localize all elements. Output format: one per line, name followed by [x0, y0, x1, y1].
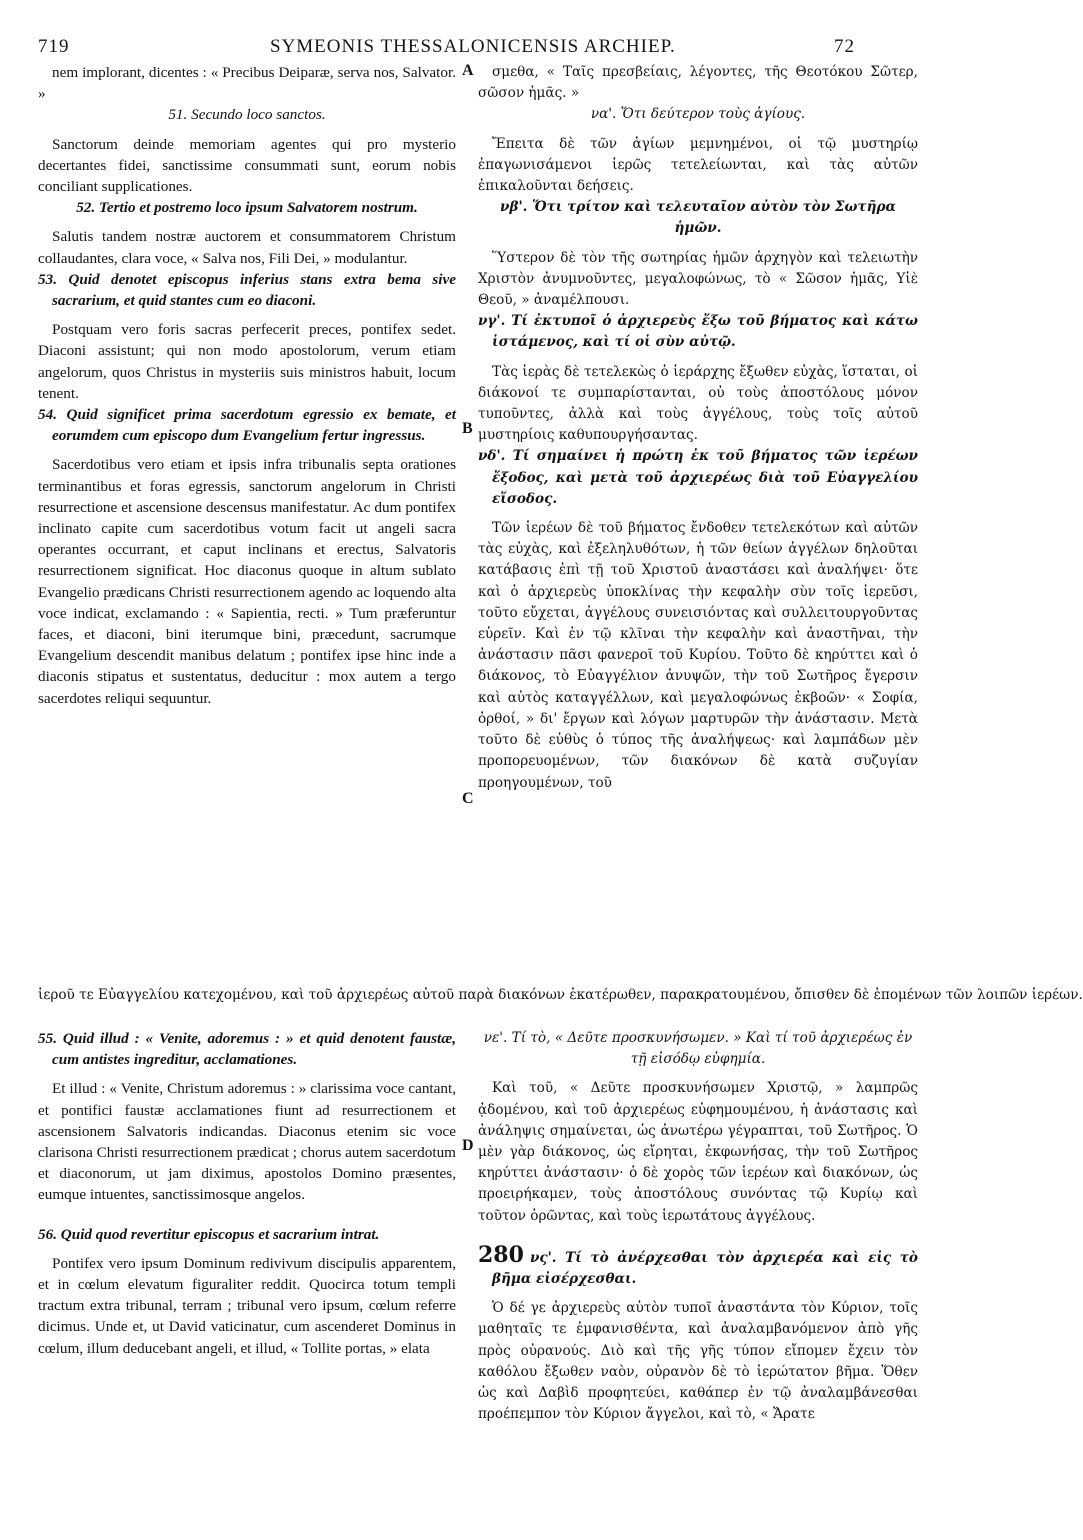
text: Ἔπειτα δὲ τῶν ἁγίων μεμνημένοι, οἱ τῷ μυστηρίῳ ἐπαγωνισάμενοι ἱερῶς τετελείωνται, καὶ τὰς αὐτῶν ἐπικαλοῦνται δεήσεις.: [478, 135, 918, 195]
section-heading: [478, 446, 918, 510]
margin-letter-a: A: [462, 62, 474, 79]
text: Sacerdotibus vero etiam et ipsis infra tribunalis septa orationes terminantibus et foras egressis, sanctorum angelorum in Christi resurrectione et ascensione descensus manifestatur. Ac dum pontifex inclinato capite cum sacerdotibus votum facit ut angeli sacra operantes occurrant, et caput inclinans et erectus, Salvatoris resurrectionem significat. Hoc diaconus quoque in altum sublato Evangelio prædicans Christi resurrectionem agendo ac loquendo alta voce indicat, exclamando : « Sapientia, recti. » Tum præferuntur faces, et diaconi, bini iterumque bini, præcedunt, sacrumque Evangelium descendit manibus delatum ; pontifex ipse hinc inde a diaconis stipatus et sustentatus, deducitur : mox autem a tergo sacerdotes reliqui sequuntur.: [38, 456, 456, 707]
text: 51. Secundo loco sanctos.: [168, 106, 326, 124]
section-heading: [478, 104, 918, 125]
section-heading: [478, 1028, 918, 1070]
text: Ὁ δέ γε ἀρχιερεὺς αὐτὸν τυποῖ ἀναστάντα τὸν Κύριον, τοῖς μαθηταῖς τε ἐμφανισθέντα, καὶ ἀναλαμβανόμενον ἀπὸ γῆς πρὸς οὐρανούς. Διὸ καὶ τῆς γῆς τύπον εἴπομεν ἔχειν τὸν καθόλου ἔξωθεν ναὸν, οὐρανὸν δὲ τὸ ἱερώτατον βῆμα. Ὅθεν ὡς καὶ Δαβὶδ προφητεύει, καθάπερ ἐν τῷ ἀναλαμβάνεσθαι προέπεμπον τὸν Κύριον ἄγγελοι, καὶ τὸ, « Ἄρατε: [478, 1300, 918, 1423]
text: 56. Quid quod revertitur episcopus et sacrarium intrat.: [38, 1225, 380, 1243]
section-heading: [38, 404, 456, 446]
text: Postquam vero foris sacras perfecerit preces, pontifex sedet. Diaconi assistunt; qui non modo apostolorum, verum etiam angelorum, quos Christus in mysteriis suis ministros habuit, locum tenent.: [38, 321, 456, 402]
greek-column-lower: [478, 1028, 918, 1425]
text: νς'. Τί τὸ ἀνέρχεσθαι τὸν ἀρχιερέα καὶ εἰς τὸ βῆμα εἰσέρχεσθαι.: [492, 1249, 918, 1288]
text: 53. Quid denotet episcopus inferius stans extra bema sive sacrarium, et quid stantes cum eo diaconi.: [38, 270, 456, 310]
spacer: [478, 126, 918, 134]
paragraph: [478, 62, 918, 104]
latin-column-upper: [38, 62, 456, 709]
text: Sanctorum deinde memoriam agentes qui pro mysterio decertantes fidei, sanctissime consummati sunt, eorum nobis conciliant supplicationes.: [38, 135, 456, 196]
paragraph: [478, 1078, 918, 1226]
margin-letter-c: C: [462, 790, 474, 807]
latin-column-lower: [38, 1028, 456, 1359]
spacer: [38, 1070, 456, 1078]
text: 55. Quid illud : « Venite, adoremus : » et quid denotent faustæ, cum antistes ingreditur, acclamationes.: [38, 1030, 456, 1069]
spacer: [478, 1227, 918, 1245]
paragraph: [38, 454, 456, 708]
section-heading: [478, 197, 918, 239]
spacer: [478, 510, 918, 518]
spacer: [38, 311, 456, 319]
text: Τὰς ἱερὰς δὲ τετελεκὼς ὁ ἱεράρχης ἔξωθεν εὐχὰς, ἵσταται, οἱ διάκονοί τε συμπαρίστανται, οὐ τοὺς ἀποστόλους μόνον τυποῦντες, ἀλλὰ καὶ τοὺς ἀγγέλους, τοὺς τοῖς αὐτοῦ μυστηρίοις καθυπουργήσαντας.: [478, 363, 918, 444]
paragraph: [478, 134, 918, 198]
section-heading: [38, 1224, 456, 1245]
spacer: [38, 446, 456, 454]
section-heading: [38, 1028, 456, 1070]
section-heading: [38, 269, 456, 311]
text: νγ'. Τί ἐκτυποῖ ὁ ἀρχιερεὺς ἔξω τοῦ βήματος καὶ κάτω ἱστάμενος, καὶ τί οἱ σὺν αὐτῷ.: [478, 313, 918, 351]
text: 52. Tertio et postremo loco ipsum Salvatorem nostrum.: [76, 199, 418, 217]
section-heading: [38, 197, 456, 218]
paragraph: [478, 248, 918, 312]
paragraph: [38, 319, 456, 404]
spacer: [38, 1245, 456, 1253]
spacer: [38, 126, 456, 134]
text: Salutis tandem nostræ auctorem et consummatorem Christum collaudantes, clara voce, « Salva nos, Fili Dei, » modulantur.: [38, 228, 456, 267]
text: νδ'. Τί σημαίνει ἡ πρώτη ἐκ τοῦ βήματος τῶν ἱερέων ἔξοδος, καὶ μετὰ τοῦ ἀρχιερέως διὰ τοῦ Εὐαγγελίου εἴσοδος.: [478, 448, 918, 507]
page-number-left: 719: [38, 36, 70, 57]
text: nem implorant, dicentes : « Precibus Deiparæ, serva nos, Salvator. »: [38, 64, 456, 103]
paragraph: [38, 1253, 456, 1359]
spacer: [478, 354, 918, 362]
page-number-right: 72: [834, 36, 855, 57]
text: Τῶν ἱερέων δὲ τοῦ βήματος ἔνδοθεν τετελεκότων καὶ αὐτῶν τὰς εὐχὰς, καὶ ἐξεληλυθότων, ἡ τῶν θείων ἀγγέλων δηλοῦται κατάβασις ἐπὶ τῇ τοῦ Χριστοῦ ἀναστάσει καὶ ἀναλήψει· ὅτε καὶ ὁ ἀρχιερεὺς ὑποκλίνας τὴν κεφαλὴν σὺν τοῖς ἱερεῦσι, τοῦτο εὔχεται, ἀγγέλους συνεισιόντας καὶ συλλειτουργοῦντας εὑρεῖν. Καὶ ἐν τῷ κλῖναι τὴν κεφαλὴν καὶ ἀναστῆναι, τὴν ἀνάστασιν πᾶσι φανεροῖ τοῦ Κυρίου. Τοῦτο δὲ κηρύττει καὶ ὁ διάκονος, τὸ Εὐαγγέλιον ἀνυψῶν, τὴν τοῦ Σωτῆρος ἔγερσιν καὶ αὐτὸς καταγγέλλων, καὶ μεγαλοφώνως ἐκβοῶν· « Σοφία, ὀρθοί, » δι' ἔργων καὶ λόγων μαρτυρῶν τὴν ἀνάστασιν. Μετὰ τοῦτο δὲ εὐθὺς ὁ τύπος τῆς ἀναλήψεως· καὶ λαμπάδων μὲν προπορευομένων, τῶν διακόνων δὲ κατὰ συζυγίαν προηγουμένων, τοῦ: [478, 520, 918, 791]
text: να'. Ὅτι δεύτερον τοὺς ἁγίους.: [590, 106, 806, 123]
paragraph: [478, 1298, 918, 1425]
greek-column-upper: [478, 62, 918, 794]
paragraph: [38, 1078, 456, 1205]
paragraph: [38, 134, 456, 198]
spacer: [38, 1206, 456, 1224]
text: 54. Quid significet prima sacerdotum egressio ex bemate, et eorumdem cum episcopo dum Evangelium fertur ingressus.: [38, 406, 456, 445]
column-number: 280: [478, 1241, 524, 1268]
spacer: [478, 1290, 918, 1298]
paragraph: [38, 226, 456, 268]
section-heading: [38, 104, 456, 125]
text: νε'. Τί τὸ, « Δεῦτε προσκυνήσωμεν. » Καὶ τί τοῦ ἀρχιερέως ἐν τῇ εἰσόδῳ εὐφημία.: [483, 1030, 913, 1068]
text: Pontifex vero ipsum Dominum redivivum discipulis apparentem, et in cœlum elevatum figuraliter reddit. Quocirca totum templi tractum extra tribunal, terram ; tribunal vero ipsum, cœlum referre dicimus. Unde et, ut David vaticinatur, cum ascenderet Dominus in cœlum, illum deducebant angeli, et illud, « Tollite portas, » elata: [38, 1254, 456, 1357]
paragraph: [38, 62, 456, 104]
text: σμεθα, « Ταῖς πρεσβείαις, λέγοντες, τῆς Θεοτόκου Σῶτερ, σῶσον ἡμᾶς. »: [478, 64, 918, 102]
spacer: [38, 218, 456, 226]
text: Ὕστερον δὲ τὸν τῆς σωτηρίας ἡμῶν ἀρχηγὸν καὶ τελειωτὴν Χριστὸν ἀνυμνοῦντες, μεγαλοφώνως, τὸ « Σῶσον ἡμᾶς, Υἱὲ Θεοῦ, » ἀναμέλπουσι.: [478, 249, 918, 309]
text: Et illud : « Venite, Christum adoremus : » clarissima voce cantant, et pontifici faustæ acclamationes fiunt ad resurrectionem et ascensionem Salvatoris indicandas. Diaconus etenim sic voce clarisona Christi resurrectionem prædicat ; chorus autem sacerdotum et diaconorum, ut jam diximus, apostolos Domino præsentes, eumque intuentes, sanctissimosque angelos.: [38, 1080, 456, 1204]
spacer: [478, 240, 918, 248]
header-title: SYMEONIS THESSALONICENSIS ARCHIEP.: [270, 36, 676, 57]
paragraph: [478, 518, 918, 794]
paragraph: [478, 362, 918, 447]
section-heading: [478, 1241, 918, 1290]
full-width-greek-line: [38, 985, 1083, 1006]
margin-letter-d: D: [462, 1137, 474, 1154]
section-heading: [478, 311, 918, 353]
margin-letter-b: B: [462, 420, 473, 437]
text: Καὶ τοῦ, « Δεῦτε προσκυνήσωμεν Χριστῷ, » λαμπρῶς ᾀδομένου, καὶ τοῦ ἀρχιερέως εὐφημουμένου, ἡ ἀνάστασις καὶ ἀνάληψις σημαίνεται, ὡς ἀνωτέρω γέγραπται, τοῦ Σωτῆρος. Ὁ μὲν γὰρ διάκονος, ὡς εἴρηται, ἐκφωνήσας, τὴν τοῦ Σωτῆρος κηρύττει ἀνάστασιν· ὁ δὲ χορὸς τῶν ἱερέων καὶ διακόνων, ὡς προειρήκαμεν, τοὺς ἀποστόλους συνόντας τῷ Κυρίῳ καὶ τοῦτον ὁρῶντας, καὶ τοὺς ἱερωτάτους ἀγγέλους.: [478, 1080, 918, 1224]
text: νβ'. Ὅτι τρίτον καὶ τελευταῖον αὐτὸν τὸν Σωτῆρα ἡμῶν.: [500, 199, 896, 237]
running-header: [0, 36, 879, 60]
full-width-line: ἱεροῦ τε Εὐαγγελίου κατεχομένου, καὶ τοῦ ἀρχιερέως αὐτοῦ παρὰ διακόνων ἑκατέρωθεν, παρακρατουμένου, ὄπισθεν δὲ ἑπομένων τῶν λοιπῶν ἱερέων.: [38, 987, 1083, 1003]
spacer: [478, 1070, 918, 1078]
